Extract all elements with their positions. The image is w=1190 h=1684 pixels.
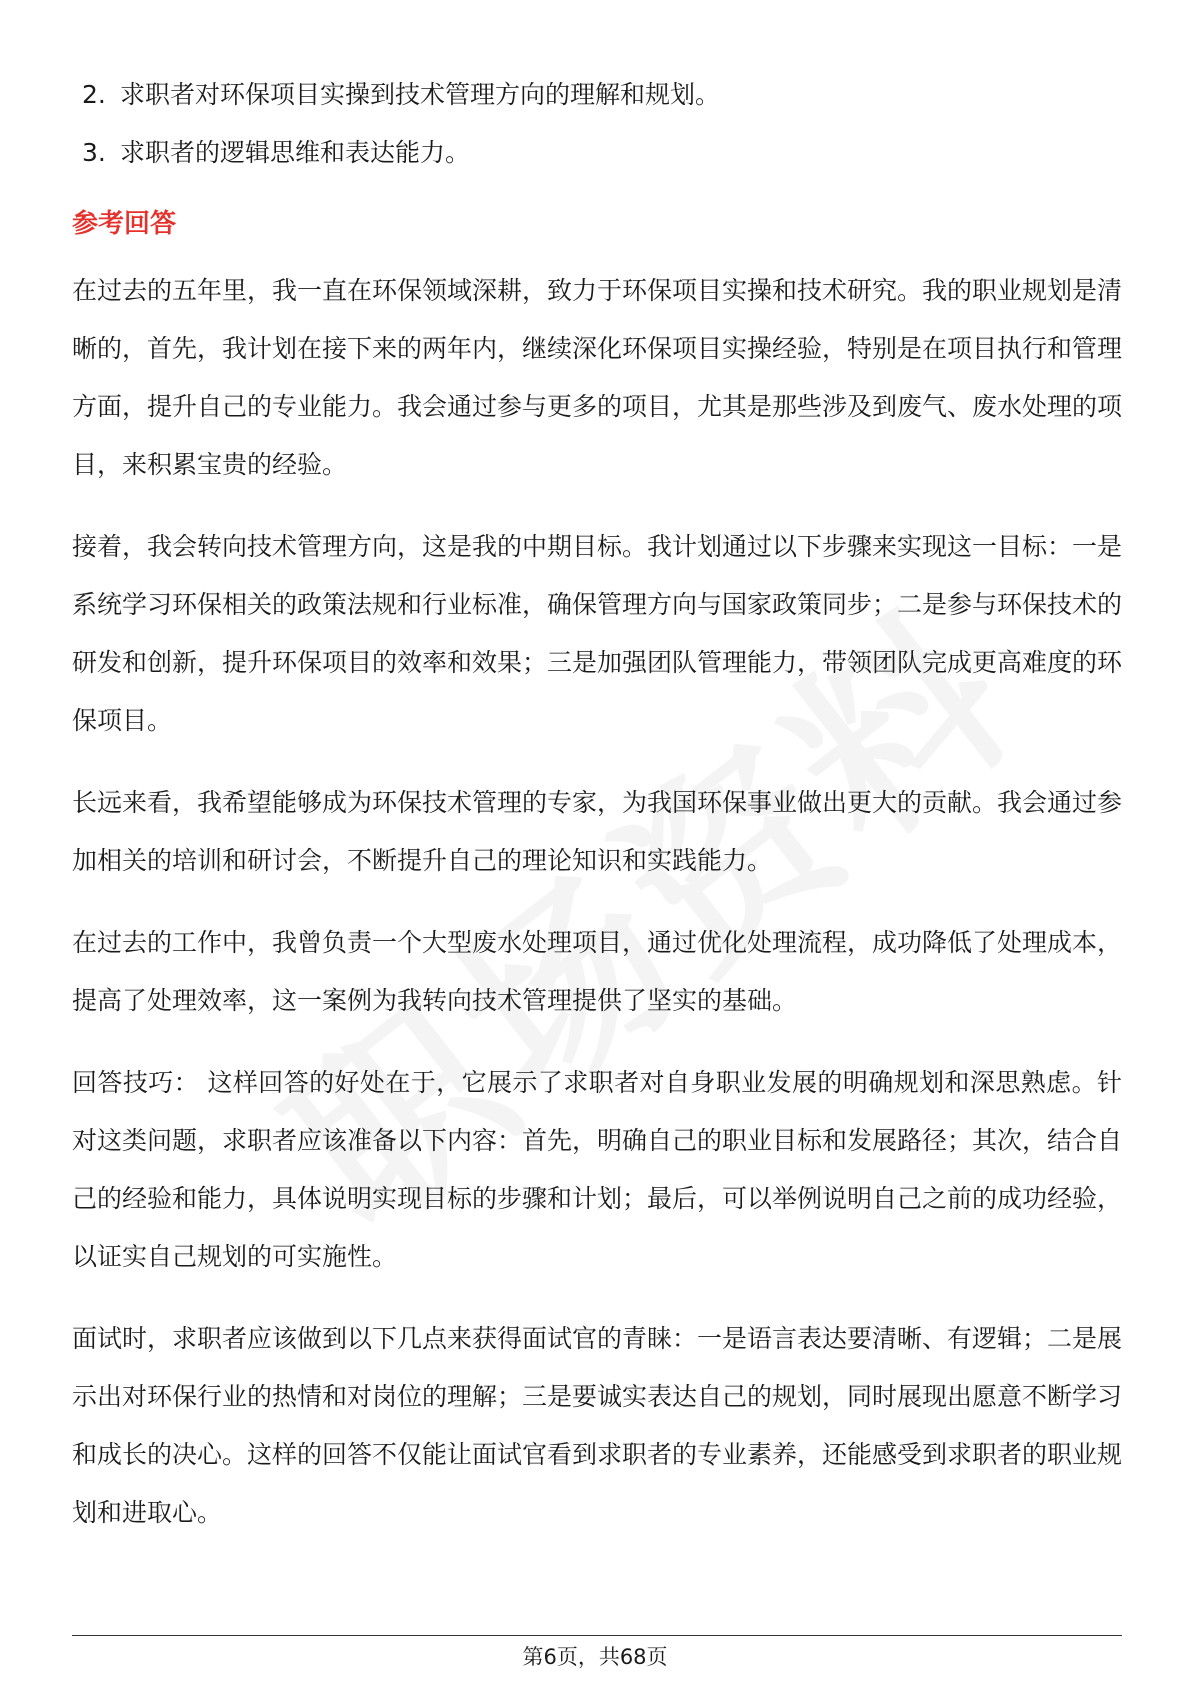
page-number: 第6页，共68页 xyxy=(522,1645,668,1669)
list-item-number: 3. xyxy=(82,138,106,167)
page-content xyxy=(72,66,1122,1566)
list-item-number: 2. xyxy=(82,80,106,109)
paragraph: 在过去的工作中，我曾负责一个大型废水处理项目，通过优化处理流程，成功降低了处理成本，提高了处理效率，这一案例为我转向技术管理提供了坚实的基础。 xyxy=(72,928,1123,1015)
footer-divider xyxy=(72,1635,1122,1636)
section-heading: 参考回答 xyxy=(72,209,177,239)
paragraph: 回答技巧： 这样回答的好处在于，它展示了求职者对自身职业发展的明确规划和深思熟虑。针对这类问题，求职者应该准备以下内容：首先，明确自己的职业目标和发展路径；其次，结合自己的经验和能力，具体说明实现目标的步骤和计划；最后，可以举例说明自己之前的成功经验，以证实自己规划的可实施性。 xyxy=(72,1068,1123,1271)
paragraph: 面试时，求职者应该做到以下几点来获得面试官的青睐：一是语言表达要清晰、有逻辑；二是展示出对环保行业的热情和对岗位的理解；三是要诚实表达自己的规划，同时展现出愿意不断学习和成长的决心。这样的回答不仅能让面试官看到求职者的专业素养，还能感受到求职者的职业规划和进取心。 xyxy=(72,1324,1123,1527)
list-item-text: 求职者的逻辑思维和表达能力。 xyxy=(120,138,471,167)
paragraph: 长远来看，我希望能够成为环保技术管理的专家，为我国环保事业做出更大的贡献。我会通过参加相关的培训和研讨会，不断提升自己的理论知识和实践能力。 xyxy=(72,788,1123,875)
list-item-text: 求职者对环保项目实操到技术管理方向的理解和规划。 xyxy=(120,80,721,109)
list-item xyxy=(72,124,1122,182)
list-item xyxy=(72,66,1122,124)
paragraph: 接着，我会转向技术管理方向，这是我的中期目标。我计划通过以下步骤来实现这一目标：一是系统学习环保相关的政策法规和行业标准，确保管理方向与国家政策同步；二是参与环保技术的研发和创新，提升环保项目的效率和效果；三是加强团队管理能力，带领团队完成更高难度的环保项目。 xyxy=(72,532,1123,735)
paragraph: 在过去的五年里，我一直在环保领域深耕，致力于环保项目实操和技术研究。我的职业规划是清晰的，首先，我计划在接下来的两年内，继续深化环保项目实操经验，特别是在项目执行和管理方面，提升自己的专业能力。我会通过参与更多的项目，尤其是那些涉及到废气、废水处理的项目，来积累宝贵的经验。 xyxy=(72,276,1123,479)
